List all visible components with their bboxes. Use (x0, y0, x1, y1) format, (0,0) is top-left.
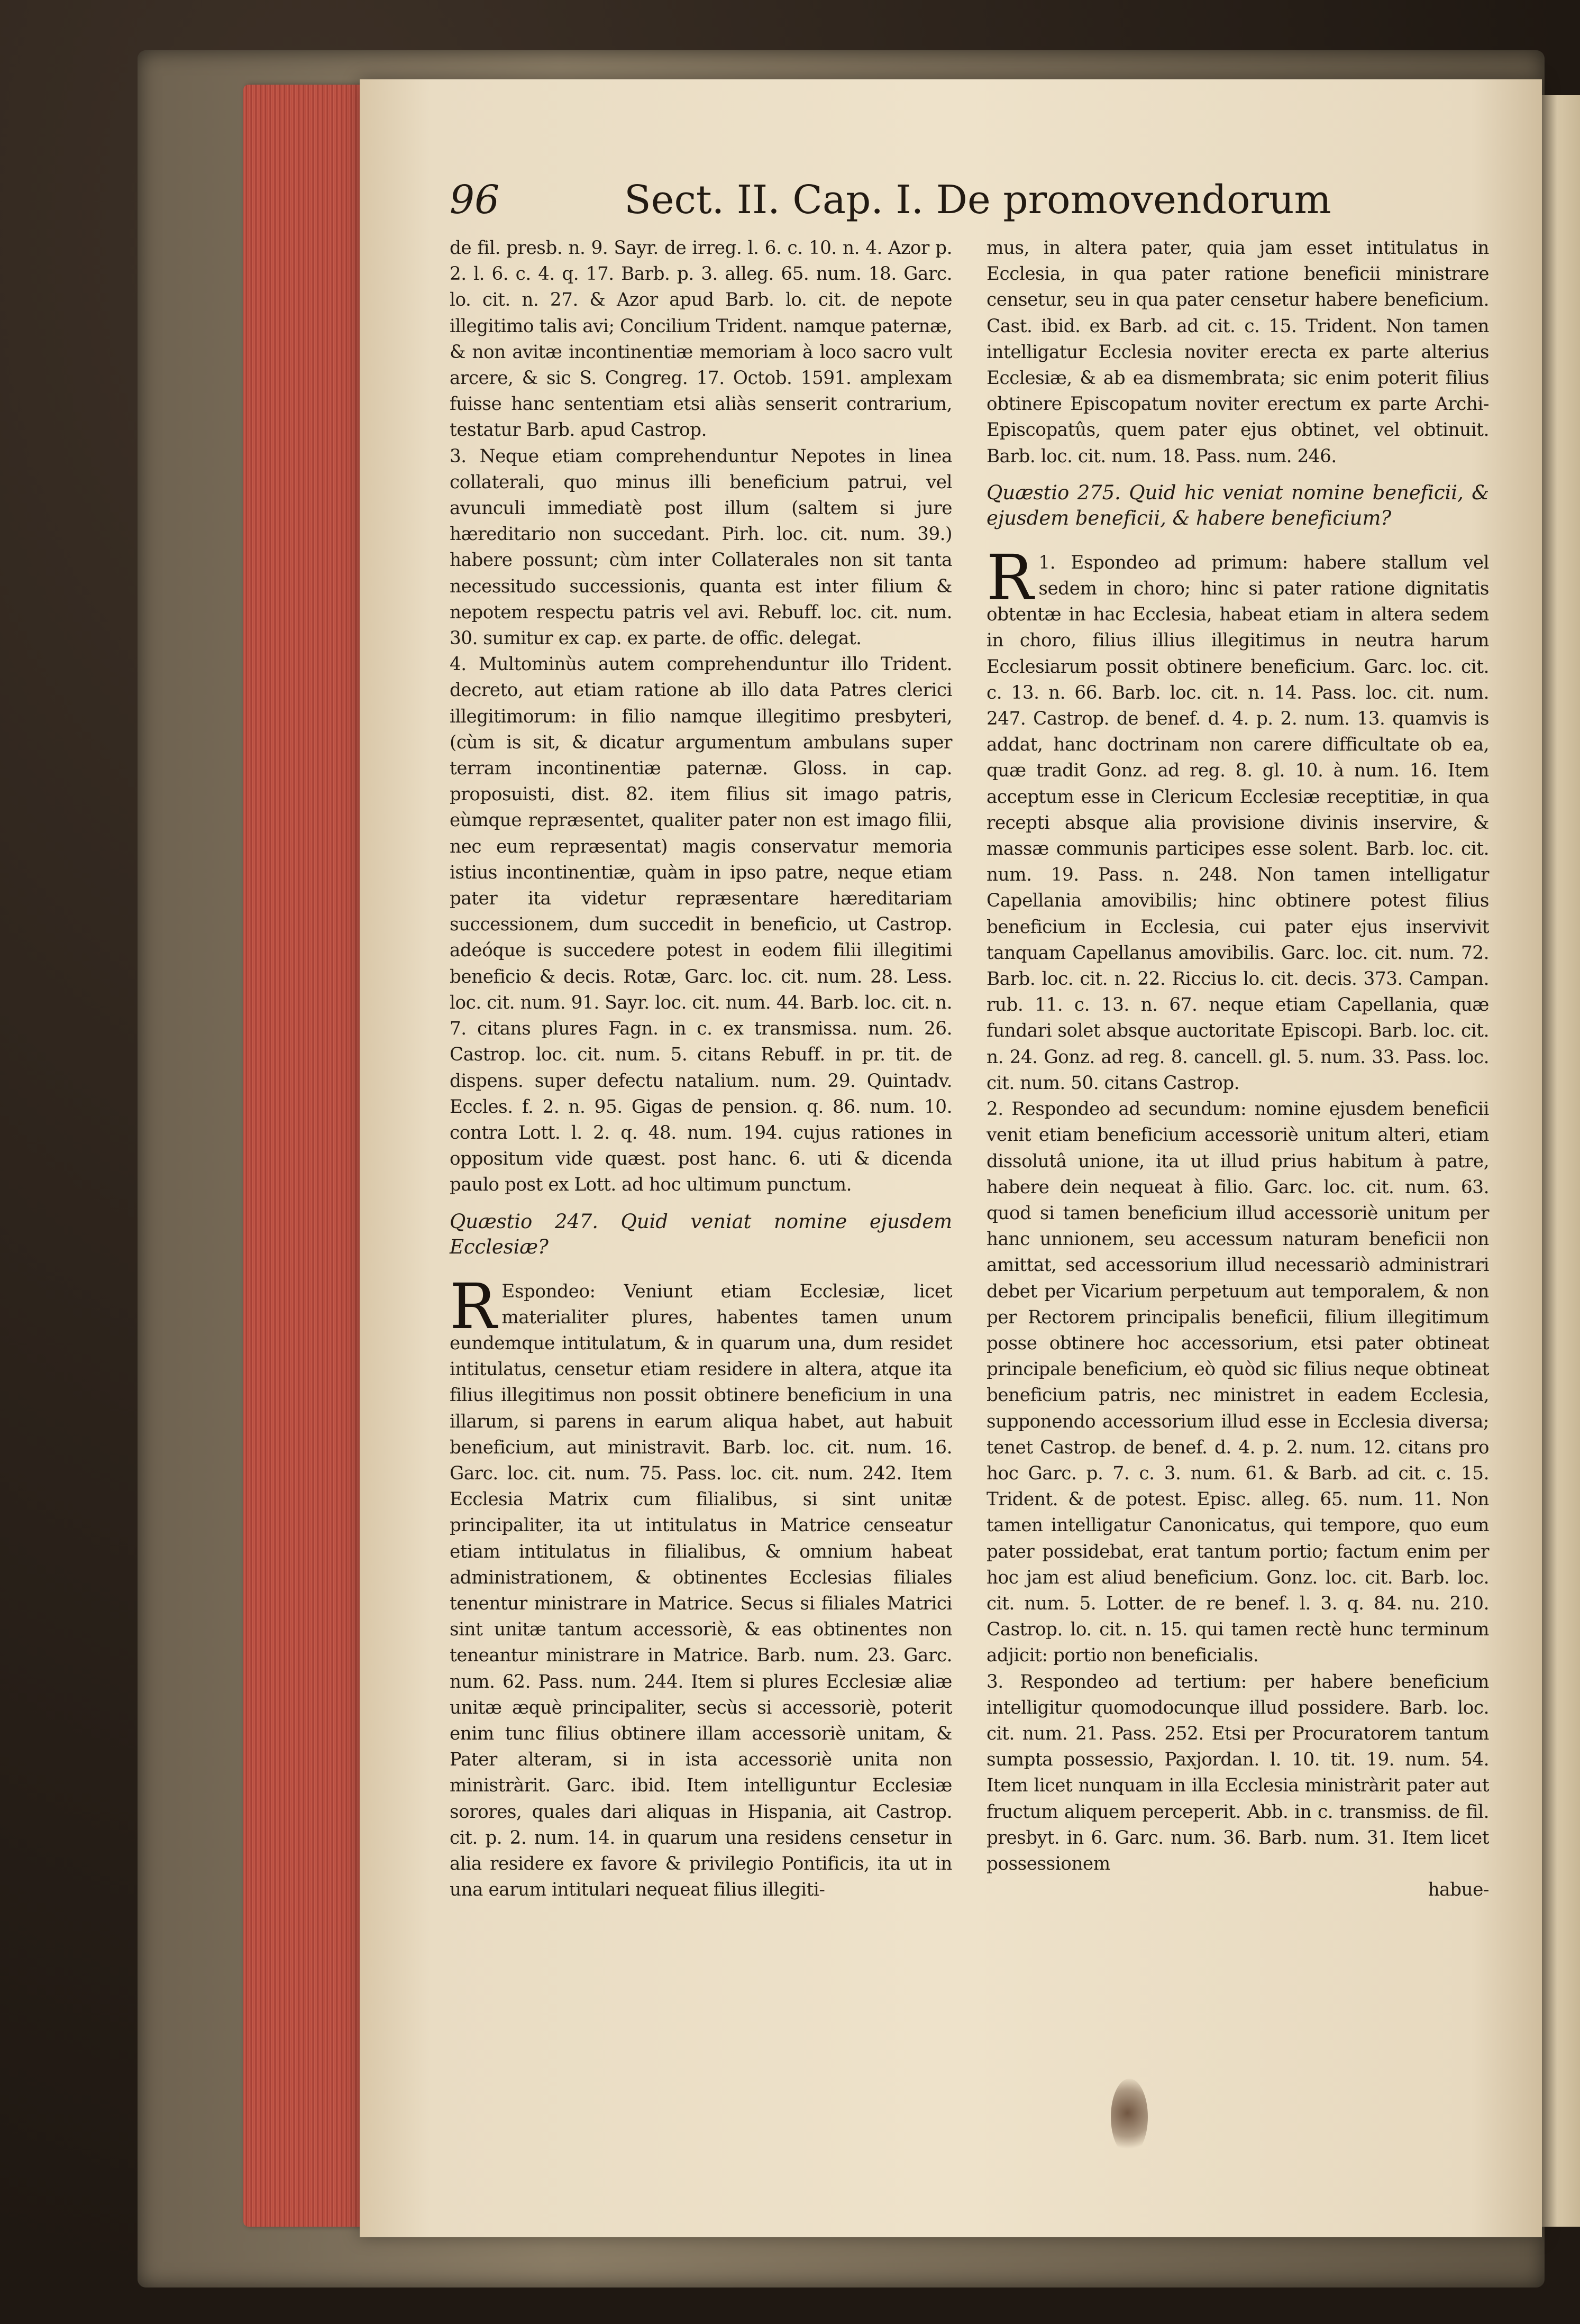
drop-cap-r: R (987, 541, 1034, 614)
left-paragraph-3: 3. Neque etiam comprehenduntur Nepotes in linea collaterali, quo minus illi beneficium patrui, vel avunculi immediatè post illum (saltem si jure hæreditario non succedant. Pirh. loc. cit. num. 39.) habere possunt; cùm inter Collaterales non sit tanta necessitudo successionis, quanta est inter filium & nepotem respectu patris vel avi. Rebuff. loc. cit. num. 30. sumitur ex cap. ex parte. de offic. delegat. (450, 445, 952, 649)
drop-cap-r: R (450, 1269, 497, 1343)
ink-stain (1111, 2079, 1148, 2155)
answer-275-text: 1. Espondeo ad primum: habere stallum vel sedem in choro; hinc si pater ratione dignitatis obtentæ in hac Ecclesia, habeat etiam in altera sedem in choro, filius illius illegitimus in neutra harum Ecclesiarum possit obtinere beneficium. Garc. loc. cit. c. 13. n. 66. Barb. loc. cit. n. 14. Pass. loc. cit. num. 247. Castrop. de benef. d. 4. p. 2. num. 13. quamvis is addat, hanc doctrinam non carere difficultate ob ea, quæ tradit Gonz. ad reg. 8. gl. 10. à num. 16. Item acceptum esse in Clericum Ecclesiæ receptitiæ, in qua recepti absque alia provisione divinis inservire, & massæ communis participes esse solent. Barb. loc. cit. num. 19. Pass. n. 248. Non tamen intelligatur Capellania amovibilis; hinc obtinere potest filius beneficium in Ecclesia, cui pater ejus inservivit tanquam Capellanus amovibilis. Garc. loc. cit. num. 72. Barb. loc. cit. n. 22. Riccius lo. cit. decis. 373. Campan. rub. 11. c. 13. n. 67. neque etiam Capellania, quæ fundari solet absque auctoritate Episcopi. Barb. loc. cit. n. 24. Gonz. ad reg. 8. cancell. gl. 5. num. 33. Pass. loc. cit. num. 50. citans Castrop. (987, 552, 1489, 1094)
left-column (450, 235, 952, 2213)
answer-247-paragraph (450, 1269, 952, 1904)
page-header (450, 172, 1508, 235)
text-columns (450, 235, 1489, 2213)
catchword: habue- (1428, 1879, 1489, 1901)
answer-275-paragraph (987, 541, 1489, 1096)
right-column (987, 235, 1489, 2213)
answer-247-text: Espondeo: Veniunt etiam Ecclesiæ, licet materialiter plures, habentes tamen unum eundemque intitulatum, & in quarum una, dum residet intitulatus, censetur etiam residere in altera, atque ita filius illegitimus non possit obtinere beneficium in una illarum, si parens in earum aliqua habet, aut habuit beneficium, aut ministravit. Barb. loc. cit. num. 16. Garc. loc. cit. num. 75. Pass. loc. cit. num. 242. Item Ecclesia Matrix cum filialibus, si sint unitæ principaliter, ita ut intitulatus in Matrice censeatur etiam intitulatus in filialibus, & omnium habeat administrationem, & obtinentes Ecclesias filiales tenentur ministrare in Matrice. Secus si filiales Matrici sint unitæ tantum accessoriè, & eas obtinentes non teneantur ministrare in Matrice. Barb. num. 23. Garc. num. 62. Pass. num. 244. Item si plures Ecclesiæ aliæ unitæ æquè principaliter, secùs si accessoriè, poterit enim tunc filius obtinere illam accessoriè unitam, & Pater alteram, si in ista accessoriè unita non ministràrit. Garc. ibid. Item intelliguntur Ecclesiæ sorores, quales dari aliquas in Hispania, ait Castrop. cit. p. 2. num. 14. in quarum una residens censetur in alia residere ex favore & privilegio Pontificis, ita ut in una earum intitulari nequeat filius illegiti- (450, 1280, 952, 1901)
red-page-edges (243, 85, 365, 2227)
question-275-heading: Quæstio 275. Quid hic veniat nomine beneficii, & ejusdem beneficii, & habere beneficium? (987, 481, 1489, 529)
left-paragraph-4: 4. Multominùs autem comprehenduntur illo Trident. decreto, aut etiam ratione ab illo data Patres clerici illegitimorum: in filio namque illegitimo presbyteri, (cùm is sit, & dicatur argumentum ambulans super terram incontinentiæ paternæ. Gloss. in cap. proposuisti, dist. 82. item filius sit imago patris, eùmque repræsentet, qualiter pater non est imago filii, nec eum repræsentat) magis conservatur memoria istius incontinentiæ, quàm in ipso patre, neque etiam pater ita videtur repræsentare hæreditariam successionem, dum succedit in beneficio, ut Castrop. adeóque is succedere potest in eodem filii illegitimi beneficio & decis. Rotæ, Garc. loc. cit. num. 28. Less. loc. cit. num. 91. Sayr. loc. cit. num. 44. Barb. loc. cit. n. 7. citans plures Fagn. in c. ex transmissa. num. 26. Castrop. loc. cit. num. 5. citans Rebuff. in pr. tit. de dispens. super defectu natalium. num. 29. Quintadv. Eccles. f. 2. n. 95. Gigas de pension. q. 86. num. 10. contra Lott. l. 2. q. 48. num. 194. cujus rationes in oppositum vide quæst. post hanc. 6. uti & dicenda paulo post ex Lott. ad hoc ultimum punctum. (450, 654, 952, 1196)
left-paragraph-1: de fil. presb. n. 9. Sayr. de irreg. l. 6. c. 10. n. 4. Azor p. 2. l. 6. c. 4. q. 17. Barb. p. 3. alleg. 65. num. 18. Garc. lo. cit. n. 27. & Azor apud Barb. lo. cit. de nepote illegitimo talis avi; Concilium Trident. namque paternæ, & non avitæ incontinentiæ memoriam à loco sacro vult arcere, & sic S. Congreg. 17. Octob. 1591. amplexam fuisse hanc sententiam etsi aliàs senserit contrarium, testatur Barb. apud Castrop. (450, 237, 952, 441)
right-paragraph-1: mus, in altera pater, quia jam esset intitulatus in Ecclesia, in qua pater ratione beneficii ministrare censetur, seu in qua pater censetur habere beneficium. Cast. ibid. ex Barb. ad cit. c. 15. Trident. Non tamen intelligatur Ecclesia noviter erecta ex parte alterius Ecclesiæ, & ab ea dismembrata; sic enim poterit filius obtinere Episcopatum noviter erectum ex parte Archi-Episcopatûs, quem pater ejus obtinet, vel obtinuit. Barb. loc. cit. num. 18. Pass. num. 246. (987, 237, 1489, 467)
right-paragraph-3: 3. Respondeo ad tertium: per habere beneficium intelligitur quomodocunque illud possidere. Barb. loc. cit. num. 21. Pass. 252. Etsi per Procuratorem tantum sumpta possessio, Paxjordan. l. 10. tit. 19. num. 54. Item licet nunquam in illa Ecclesia ministràrit pater aut fructum aliquem perceperit. Abb. in c. transmiss. de fil. presbyt. in 6. Garc. num. 36. Barb. num. 31. Item licet possessionem (987, 1671, 1489, 1874)
right-paragraph-2: 2. Respondeo ad secundum: nomine ejusdem beneficii venit etiam beneficium accessoriè unitum alteri, etiam dissolutâ unione, ita ut illud prius habitum à patre, habere dein nequeat à filio. Garc. loc. cit. num. 63. quod si tamen beneficium illud accessoriè unitum per hanc unnionem, seu accessum naturam beneficii non amittat, sed accessorium illud necessariò administrari debet per Vicarium perpetuum aut temporalem, & non per Rectorem principalis beneficii, filium illegitimum posse obtinere hoc accessorium, etsi pater obtineat principale beneficium, eò quòd sic filius neque obtineat beneficium patris, nec ministret in eadem Ecclesia, supponendo accessorium illud esse in Ecclesia diversa; tenet Castrop. de benef. d. 4. p. 2. num. 12. citans pro hoc Garc. p. 7. c. 3. num. 61. & Barb. ad cit. c. 15. Trident. & de potest. Episc. alleg. 65. num. 11. Non tamen intelligatur Canonicatus, qui tempore, quo eum pater possidebat, erat tantum portio; factum enim per hoc jam est aliud beneficium. Gonz. loc. cit. Barb. loc. cit. num. 5. Lotter. de re benef. l. 3. q. 84. nu. 210. Castrop. lo. cit. n. 15. qui tamen rectè hunc terminum adjicit: portio non beneficialis. (987, 1099, 1489, 1667)
page-number: 96 (450, 177, 500, 223)
book-page (360, 79, 1542, 2237)
right-facing-page-edge (1542, 95, 1580, 2227)
question-247-heading: Quæstio 247. Quid veniat nomine ejusdem Ecclesiæ? (450, 1210, 952, 1258)
running-title: Sect. II. Cap. I. De promovendorum (624, 177, 1331, 223)
